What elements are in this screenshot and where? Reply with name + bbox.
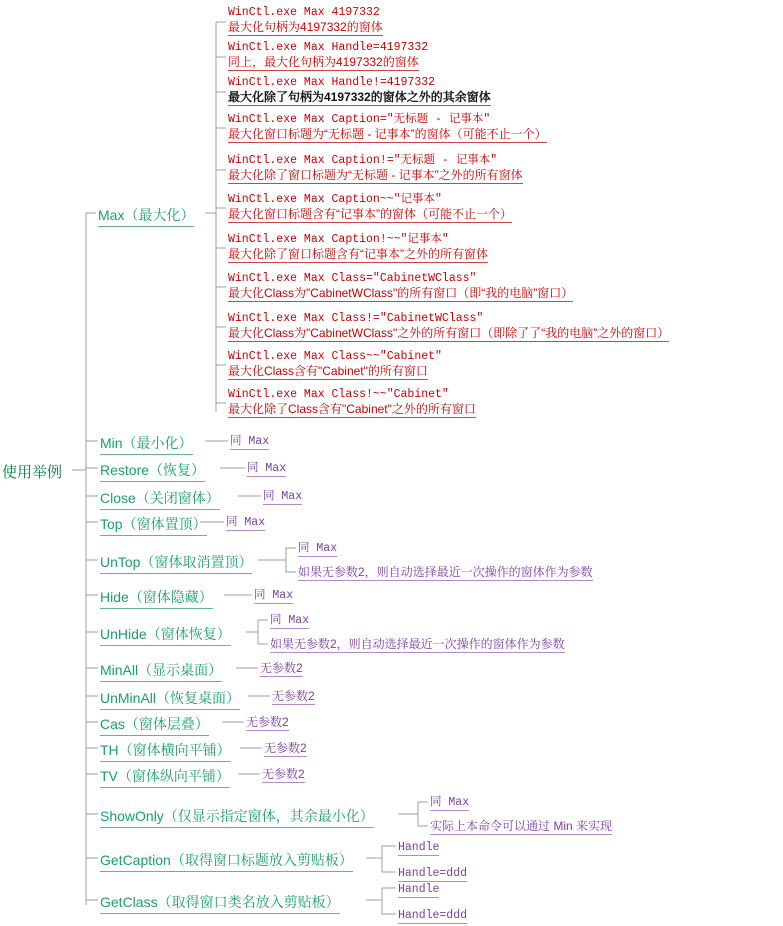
- leaf-command: WinCtl.exe Max Class="CabinetWClass": [228, 272, 477, 285]
- leaf-max-5[interactable]: [228, 152, 523, 183]
- leaf-close-same-as-max[interactable]: [263, 487, 302, 503]
- branch-minall[interactable]: [100, 660, 222, 682]
- branch-restore-label: Restore（恢复）: [100, 460, 205, 482]
- leaf-description: 最大化窗口标题为“无标题 - 记事本”的窗体（可能不止一个）: [228, 127, 547, 141]
- leaf-max-7[interactable]: [228, 231, 488, 262]
- leaf-command: WinCtl.exe Max Handle=4197332: [228, 41, 429, 54]
- leaf-getcaption-handle-value[interactable]: [398, 865, 467, 880]
- leaf-command: 同 Max: [298, 542, 338, 555]
- leaf-command: 同 Max: [430, 796, 470, 809]
- branch-unminall[interactable]: [100, 688, 240, 710]
- leaf-getcaption-handle[interactable]: [398, 839, 439, 854]
- mindmap-root[interactable]: [2, 461, 62, 482]
- branch-close-label: Close（关闭窗体）: [100, 488, 220, 510]
- leaf-command: WinCtl.exe Max Class!="CabinetWClass": [228, 312, 484, 325]
- leaf-max-10[interactable]: [228, 348, 442, 379]
- leaf-description: 同上，最大化句柄为4197332的窗体: [228, 55, 419, 69]
- branch-top-label: Top（窗体置顶）: [100, 514, 207, 536]
- leaf-command: WinCtl.exe Max 4197332: [228, 6, 380, 19]
- leaf-command: WinCtl.exe Max Caption="无标题 - 记事本": [228, 113, 491, 126]
- branch-hide[interactable]: [100, 587, 213, 609]
- mindmap-root-label: 使用举例: [2, 464, 63, 481]
- branch-cas[interactable]: [100, 714, 209, 736]
- leaf-unhide-same-as-max[interactable]: [270, 611, 309, 627]
- leaf-max-11[interactable]: [228, 386, 476, 417]
- branch-min-label: Min（最小化）: [100, 433, 193, 455]
- leaf-tv-note[interactable]: [262, 765, 305, 782]
- leaf-command: WinCtl.exe Max Caption~~"记事本": [228, 193, 442, 206]
- leaf-command: 同 Max: [226, 516, 266, 529]
- leaf-description: 如果无参数2，则自动选择最近一次操作的窗体作为参数: [270, 637, 565, 651]
- leaf-description: 最大化除了句柄为4197332的窗体之外的其余窗体: [228, 90, 491, 104]
- leaf-description: 无参数2: [246, 715, 289, 729]
- leaf-hide-same-as-max[interactable]: [254, 586, 293, 602]
- leaf-restore-same-as-max[interactable]: [247, 459, 286, 475]
- leaf-max-4[interactable]: [228, 111, 547, 142]
- leaf-description: 最大化窗口标题含有“记事本”的窗体（可能不止一个）: [228, 207, 512, 221]
- leaf-max-8[interactable]: [228, 270, 573, 301]
- branch-untop-label: UnTop（窗体取消置顶）: [100, 552, 252, 574]
- branch-tv[interactable]: [100, 766, 230, 788]
- leaf-max-3[interactable]: [228, 74, 491, 105]
- branch-getclass[interactable]: [100, 892, 340, 914]
- branch-max[interactable]: [98, 205, 194, 227]
- leaf-command: 同 Max: [270, 614, 310, 627]
- leaf-untop-note[interactable]: [298, 563, 593, 580]
- leaf-min-same-as-max[interactable]: [230, 432, 269, 448]
- leaf-command: Handle: [398, 841, 440, 854]
- branch-showonly-label: ShowOnly（仅显示指定窗体，其余最小化）: [100, 806, 374, 828]
- branch-unhide[interactable]: [100, 624, 231, 646]
- leaf-description: 无参数2: [262, 767, 305, 781]
- branch-showonly[interactable]: [100, 806, 374, 828]
- leaf-description: 最大化Class为"CabinetWClass"的所有窗口（即“我的电脑”窗口）: [228, 286, 574, 300]
- leaf-max-6[interactable]: [228, 191, 512, 222]
- leaf-command: Handle=ddd: [398, 909, 468, 922]
- leaf-showonly-same-as-max[interactable]: [430, 793, 469, 809]
- leaf-command: Handle: [398, 883, 440, 896]
- branch-hide-label: Hide（窗体隐藏）: [100, 587, 213, 609]
- branch-unminall-label: UnMinAll（恢复桌面）: [100, 688, 240, 710]
- leaf-untop-same-as-max[interactable]: [298, 539, 337, 555]
- leaf-description: 无参数2: [272, 689, 315, 703]
- leaf-description: 最大化除了窗口标题为“无标题 - 记事本”之外的所有窗体: [228, 168, 523, 182]
- branch-minall-label: MinAll（显示桌面）: [100, 660, 222, 682]
- leaf-command: WinCtl.exe Max Class!~~"Cabinet": [228, 388, 449, 401]
- leaf-description: 最大化除了窗口标题含有“记事本”之外的所有窗体: [228, 247, 488, 261]
- branch-getcaption-label: GetCaption（取得窗口标题放入剪贴板）: [100, 850, 353, 872]
- branch-top[interactable]: [100, 514, 207, 536]
- branch-max-label: Max（最大化）: [98, 205, 194, 227]
- branch-restore[interactable]: [100, 460, 205, 482]
- leaf-top-same-as-max[interactable]: [226, 513, 265, 529]
- leaf-max-2[interactable]: [228, 39, 428, 70]
- branch-unhide-label: UnHide（窗体恢复）: [100, 624, 231, 646]
- leaf-unhide-note[interactable]: [270, 635, 565, 652]
- leaf-cas-note[interactable]: [246, 713, 289, 730]
- leaf-command: WinCtl.exe Max Caption!="无标题 - 记事本": [228, 154, 498, 167]
- leaf-description: 无参数2: [260, 661, 303, 675]
- leaf-command: 同 Max: [247, 462, 287, 475]
- leaf-getclass-handle-value[interactable]: [398, 907, 467, 922]
- leaf-command: WinCtl.exe Max Class~~"Cabinet": [228, 350, 442, 363]
- leaf-description: 最大化除了Class含有"Cabinet"之外的所有窗口: [228, 402, 476, 416]
- branch-getclass-label: GetClass（取得窗口类名放入剪贴板）: [100, 892, 340, 914]
- leaf-command: 同 Max: [254, 589, 294, 602]
- branch-cas-label: Cas（窗体层叠）: [100, 714, 209, 736]
- leaf-max-9[interactable]: [228, 310, 669, 341]
- leaf-command: 同 Max: [263, 490, 303, 503]
- branch-min[interactable]: [100, 433, 193, 455]
- leaf-description: 最大化Class含有"Cabinet"的所有窗口: [228, 364, 428, 378]
- leaf-command: 同 Max: [230, 435, 270, 448]
- leaf-description: 无参数2: [264, 741, 307, 755]
- leaf-command: WinCtl.exe Max Handle!=4197332: [228, 76, 436, 89]
- leaf-description: 如果无参数2，则自动选择最近一次操作的窗体作为参数: [298, 565, 593, 579]
- branch-th-label: TH（窗体横向平铺）: [100, 740, 231, 762]
- leaf-description: 最大化Class为"CabinetWClass"之外的所有窗口（即除了了“我的电脑”之外的窗口）: [228, 326, 670, 340]
- branch-close[interactable]: [100, 488, 220, 510]
- leaf-minall-note[interactable]: [260, 659, 303, 676]
- branch-th[interactable]: [100, 740, 231, 762]
- branch-getcaption[interactable]: [100, 850, 353, 872]
- leaf-showonly-note[interactable]: [430, 817, 612, 834]
- branch-untop[interactable]: [100, 552, 252, 574]
- leaf-command: WinCtl.exe Max Caption!~~"记事本": [228, 233, 449, 246]
- branch-tv-label: TV（窗体纵向平铺）: [100, 766, 230, 788]
- leaf-description: 实际上本命令可以通过 Min 来实现: [430, 819, 613, 833]
- leaf-getclass-handle[interactable]: [398, 881, 439, 896]
- leaf-command: Handle=ddd: [398, 867, 468, 880]
- leaf-description: 最大化句柄为4197332的窗体: [228, 20, 383, 34]
- leaf-unminall-note[interactable]: [272, 687, 315, 704]
- leaf-th-note[interactable]: [264, 739, 307, 756]
- leaf-max-1[interactable]: [228, 4, 383, 35]
